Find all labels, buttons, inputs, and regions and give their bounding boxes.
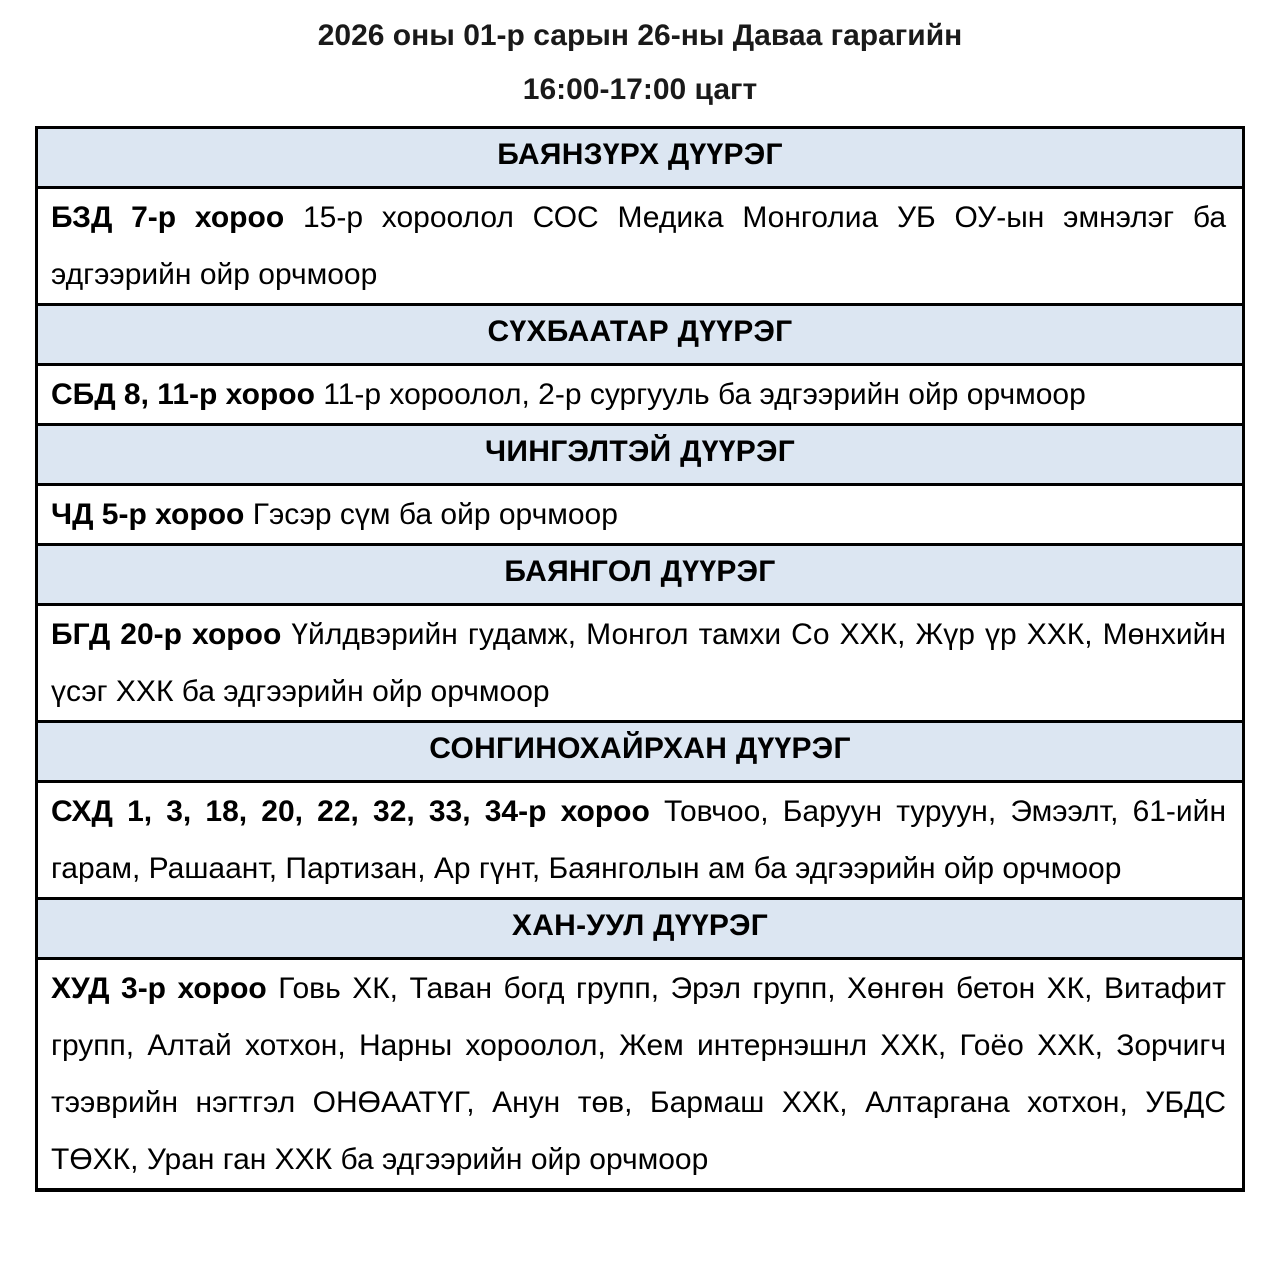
district-header-songinokhairkhan: СОНГИНОХАЙРХАН ДҮҮРЭГ	[37, 722, 1244, 782]
district-details-sukhbaatar	[37, 365, 1244, 425]
khoroo-details: 11-р хороолол, 2-р сургууль ба эдгээрийн ойр орчмоор	[323, 378, 1086, 411]
district-header-sukhbaatar: СҮХБААТАР ДҮҮРЭГ	[37, 305, 1244, 365]
khoroo-details: Говь ХК, Таван богд групп, Эрэл групп, Хөнгөн бетон ХК, Витафит групп, Алтай хотхон, Нарны хороолол, Жем интернэшнл ХХК, Гоёо ХХК, Зорчигч тээврийн нэгтгэл ОНӨААТҮГ, Анун төв, Бармаш ХХК, Алтаргана хотхон, УБДС ТӨХК, Уран ган ХХК ба эдгээрийн ойр орчмоор	[51, 972, 1226, 1176]
district-details-songinokhairkhan	[37, 782, 1244, 899]
page-title	[0, 14, 1280, 112]
khoroo-details: Үйлдвэрийн гудамж, Монгол тамхи Со ХХК, Жүр үр ХХК, Мөнхийн үсэг ХХК ба эдгээрийн ойр орчмоор	[51, 618, 1226, 708]
district-header-bayanzurkh: БАЯНЗҮРХ ДҮҮРЭГ	[37, 128, 1244, 188]
khoroo-details: 15-р хороолол СОС Медика Монголиа УБ ОУ-ын эмнэлэг ба эдгээрийн ойр орчмоор	[51, 201, 1226, 291]
district-details-khan-uul	[37, 959, 1244, 1191]
district-detail-row	[37, 959, 1244, 1191]
khoroo-label: СБД 8, 11-р хороо	[51, 378, 315, 411]
schedule-table-body	[37, 128, 1244, 1191]
district-detail-row	[37, 188, 1244, 305]
district-header-row	[37, 899, 1244, 959]
district-detail-row	[37, 782, 1244, 899]
district-details-bayanzurkh	[37, 188, 1244, 305]
district-details-bayangol	[37, 605, 1244, 722]
district-header-chingeltei: ЧИНГЭЛТЭЙ ДҮҮРЭГ	[37, 425, 1244, 485]
district-header-row	[37, 128, 1244, 188]
khoroo-details: Гэсэр сүм ба ойр орчмоор	[252, 498, 618, 531]
district-header-row	[37, 425, 1244, 485]
district-header-khan-uul: ХАН-УУЛ ДҮҮРЭГ	[37, 899, 1244, 959]
title-time-range: 16:00-17:00 цагт	[522, 73, 758, 106]
district-header-row	[37, 305, 1244, 365]
khoroo-label: БГД 20-р хороо	[51, 618, 282, 651]
district-header-row	[37, 545, 1244, 605]
district-header-row	[37, 722, 1244, 782]
title-date: 2026 оны 01-р сарын 26-ны Даваа гарагийн	[317, 19, 963, 52]
district-detail-row	[37, 365, 1244, 425]
khoroo-label: БЗД 7-р хороо	[51, 201, 285, 234]
district-detail-row	[37, 485, 1244, 545]
district-detail-row	[37, 605, 1244, 722]
khoroo-details: Товчоо, Баруун туруун, Эмээлт, 61-ийн гарам, Рашаант, Партизан, Ар гүнт, Баянголын ам ба эдгээрийн ойр орчмоор	[51, 795, 1227, 885]
khoroo-label: ХУД 3-р хороо	[51, 972, 267, 1005]
schedule-table	[35, 126, 1245, 1192]
khoroo-label: СХД 1, 3, 18, 20, 22, 32, 33, 34-р хороо	[51, 795, 650, 828]
khoroo-label: ЧД 5-р хороо	[51, 498, 245, 531]
district-details-chingeltei	[37, 485, 1244, 545]
district-header-bayangol: БАЯНГОЛ ДҮҮРЭГ	[37, 545, 1244, 605]
